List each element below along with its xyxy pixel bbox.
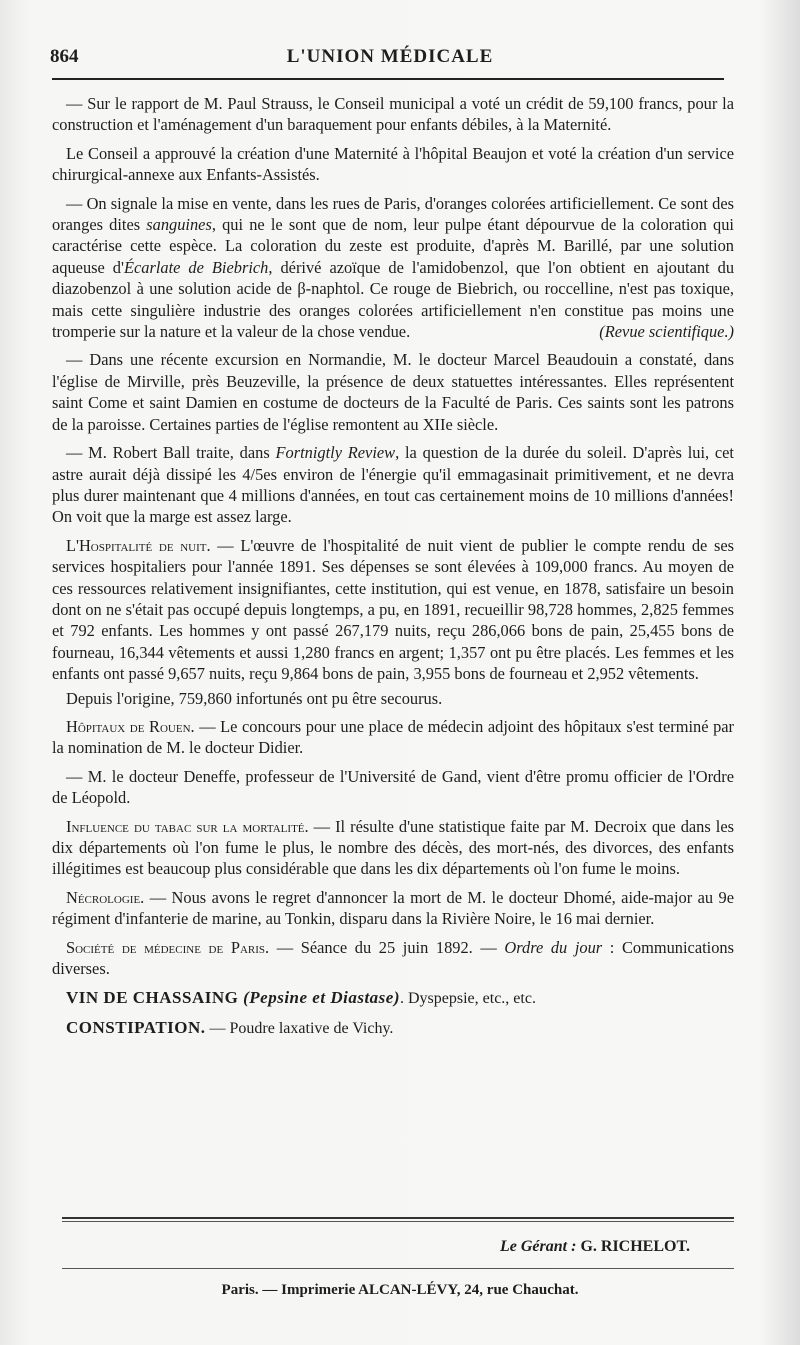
oranges-text-a: — On signale la mise en vente, dans les rues de Paris, d'oranges colorées artificiellement. Ce sont des oranges dites bbox=[52, 193, 734, 235]
ball-text-c: , la question de la durée du soleil. D'après lui, cet astre aurait déjà dissipé les 4/5es environ de l'énergie qu'il emmagasinait primitivement, et ne devra plus durer maintenant que 4 millions d'années, en tout cas certainement moins de 10 millions d'années! On voit que la marge est assez large. bbox=[52, 443, 734, 527]
oranges-text-c: , qui ne le sont que de nom, leur pulpe étant dépourvue de la coloration qui caractérise cette espèce. La coloration du zeste est produite, d'après M. Barillé, par une solution aqueuse d' bbox=[52, 215, 734, 277]
paragraph-societe bbox=[52, 937, 734, 980]
page-number: 864 bbox=[50, 46, 79, 67]
paragraph-strauss: — Sur le rapport de M. Paul Strauss, le Conseil municipal a voté un crédit de 59,100 francs, pour la construction et l'aménagement d'un baraquement pour enfants débiles, à la Maternité. bbox=[52, 94, 734, 135]
societe-ordre-du-jour: Ordre du jour bbox=[504, 937, 603, 957]
ad-vin-paren: (Pepsine et Diastase) bbox=[243, 988, 400, 1008]
printer-imprint: Paris. — Imprimerie ALCAN-LÉVY, 24, rue Chauchat. bbox=[221, 1282, 579, 1298]
paragraph-oranges bbox=[52, 193, 734, 343]
oranges-italic-sanguines: sanguines bbox=[146, 215, 212, 235]
footer-rule-top bbox=[62, 1217, 734, 1219]
gerant-signature bbox=[500, 1238, 690, 1256]
ad-vin-name: VIN DE CHASSAING bbox=[66, 988, 239, 1008]
necrologie-heading: Nécrologie. bbox=[66, 887, 145, 907]
societe-text-d: : Communications diverses. bbox=[52, 937, 734, 979]
paragraph-beaudouin: — Dans une récente excursion en Normandie, M. le docteur Marcel Beaudouin a constaté, dans l'église de Mirville, près Beuzeville, la présence de deux statuettes intéressantes. Elles représentent saint Come et saint Damien en costume de docteurs de la Faculté de Paris. Ces saints sont les patrons de la paroisse. Certaines parties de l'église remontent au XIIe siècle. bbox=[52, 350, 734, 434]
paragraph-necrologie bbox=[52, 887, 734, 930]
paragraph-tabac bbox=[52, 816, 734, 880]
footer-rule-bottom bbox=[62, 1268, 734, 1269]
paragraph-robert-ball bbox=[52, 442, 734, 528]
ball-italic-review: Fortnigtly Review bbox=[275, 443, 396, 463]
paragraph-hospitalite bbox=[52, 535, 734, 685]
ad-constipation-name: CONSTIPATION. bbox=[66, 1017, 206, 1037]
page-header bbox=[50, 42, 730, 74]
tabac-text: — Il résulte d'une statistique faite par M. Decroix que dans les dix départements où l'on fume le plus, le nombre des décès, des mort-nés, des divorces, des enfants illégitimes est beaucoup plus considérable que dans les dix départements où l'on fume le moins. bbox=[52, 816, 735, 879]
article-body bbox=[52, 93, 734, 1046]
header-rule bbox=[52, 78, 724, 80]
advertisements bbox=[52, 987, 734, 1039]
paragraph-rouen bbox=[52, 716, 734, 759]
paragraph-beaujon: Le Conseil a approuvé la création d'une Maternité à l'hôpital Beaujon et voté la création d'un service chirurgical-annexe aux Enfants-Assistés. bbox=[52, 143, 734, 185]
ad-constipation-rest: — Poudre laxative de Vichy. bbox=[205, 1019, 394, 1037]
running-title: L'UNION MÉDICALE bbox=[286, 46, 494, 67]
oranges-italic-ecarlate: Écarlate de Biebrich bbox=[123, 257, 269, 277]
ad-vin-rest: . Dyspepsie, etc., etc. bbox=[399, 990, 536, 1008]
rouen-text: — Le concours pour une place de médecin adjoint des hôpitaux s'est terminé par la nomination de M. le docteur Didier. bbox=[52, 716, 734, 758]
oranges-text-e: , dérivé azoïque de l'amidobenzol, que l'on obtient en ajoutant du diazobenzol à une solution acide de β-naphtol. Ce rouge de Biebrich, ou roccelline, n'est pas toxique, mais cette singulière industrie des oranges colorées artificiellement n'en constitue pas moins une tromperie sur la nature et la valeur de la chose vendue. bbox=[52, 257, 735, 342]
ball-text-a: — M. Robert Ball traite, dans bbox=[66, 443, 276, 463]
footer-rule-thin bbox=[62, 1221, 734, 1222]
paragraph-deneffe: — M. le docteur Deneffe, professeur de l'Université de Gand, vient d'être promu officier de l'Ordre de Léopold. bbox=[52, 766, 734, 808]
ad-vin-chassaing bbox=[52, 987, 734, 1009]
oranges-source: (Revue scientifique.) bbox=[599, 322, 734, 342]
paragraph-origine: Depuis l'origine, 759,860 infortunés ont pu être secourus. bbox=[66, 688, 443, 708]
gerant-label: Le Gérant : bbox=[500, 1238, 577, 1255]
tabac-heading: Influence du tabac sur la mortalité. bbox=[66, 816, 309, 836]
necrologie-text: — Nous avons le regret d'annoncer la mort de M. le docteur Dhomé, aide-major au 9e régiment d'infanterie de marine, au Tonkin, disparu dans la Rivière Noire, le 16 mai dernier. bbox=[52, 887, 734, 929]
gerant-name: G. RICHELOT. bbox=[576, 1238, 690, 1255]
hospitalite-text: — L'œuvre de l'hospitalité de nuit vient de publier le compte rendu de ses services hospitaliers pour l'année 1891. Ses dépenses se sont élevées à 109,000 francs. Au moyen de ces ressources relativement insignifiantes, cette institution, qui est venue, en 1878, satisfaire un besoin dont on ne s'était pas occupé depuis longtemps, a pu, en 1891, recueillir 98,728 hommes, 2,825 femmes et 792 enfants. Les hommes y ont passé 267,179 nuits, reçu 286,066 bons de pain, 25,455 bons de fourneau, 16,344 vêtements et aussi 1,280 francs en argent; 1,357 ont pu être placés. Les femmes et les enfants ont passé 9,657 nuits, reçu 9,864 bons de pain, 3,955 bons de fourneau et 2,952 vêtements. bbox=[52, 535, 734, 684]
hospitalite-heading: L'Hospitalité de nuit. bbox=[66, 535, 211, 555]
societe-heading: Société de médecine de Paris. bbox=[66, 937, 270, 957]
rouen-heading: Hôpitaux de Rouen. bbox=[66, 716, 195, 736]
ad-constipation bbox=[52, 1017, 734, 1039]
societe-text-b: — Séance du 25 juin 1892. — bbox=[269, 937, 505, 957]
